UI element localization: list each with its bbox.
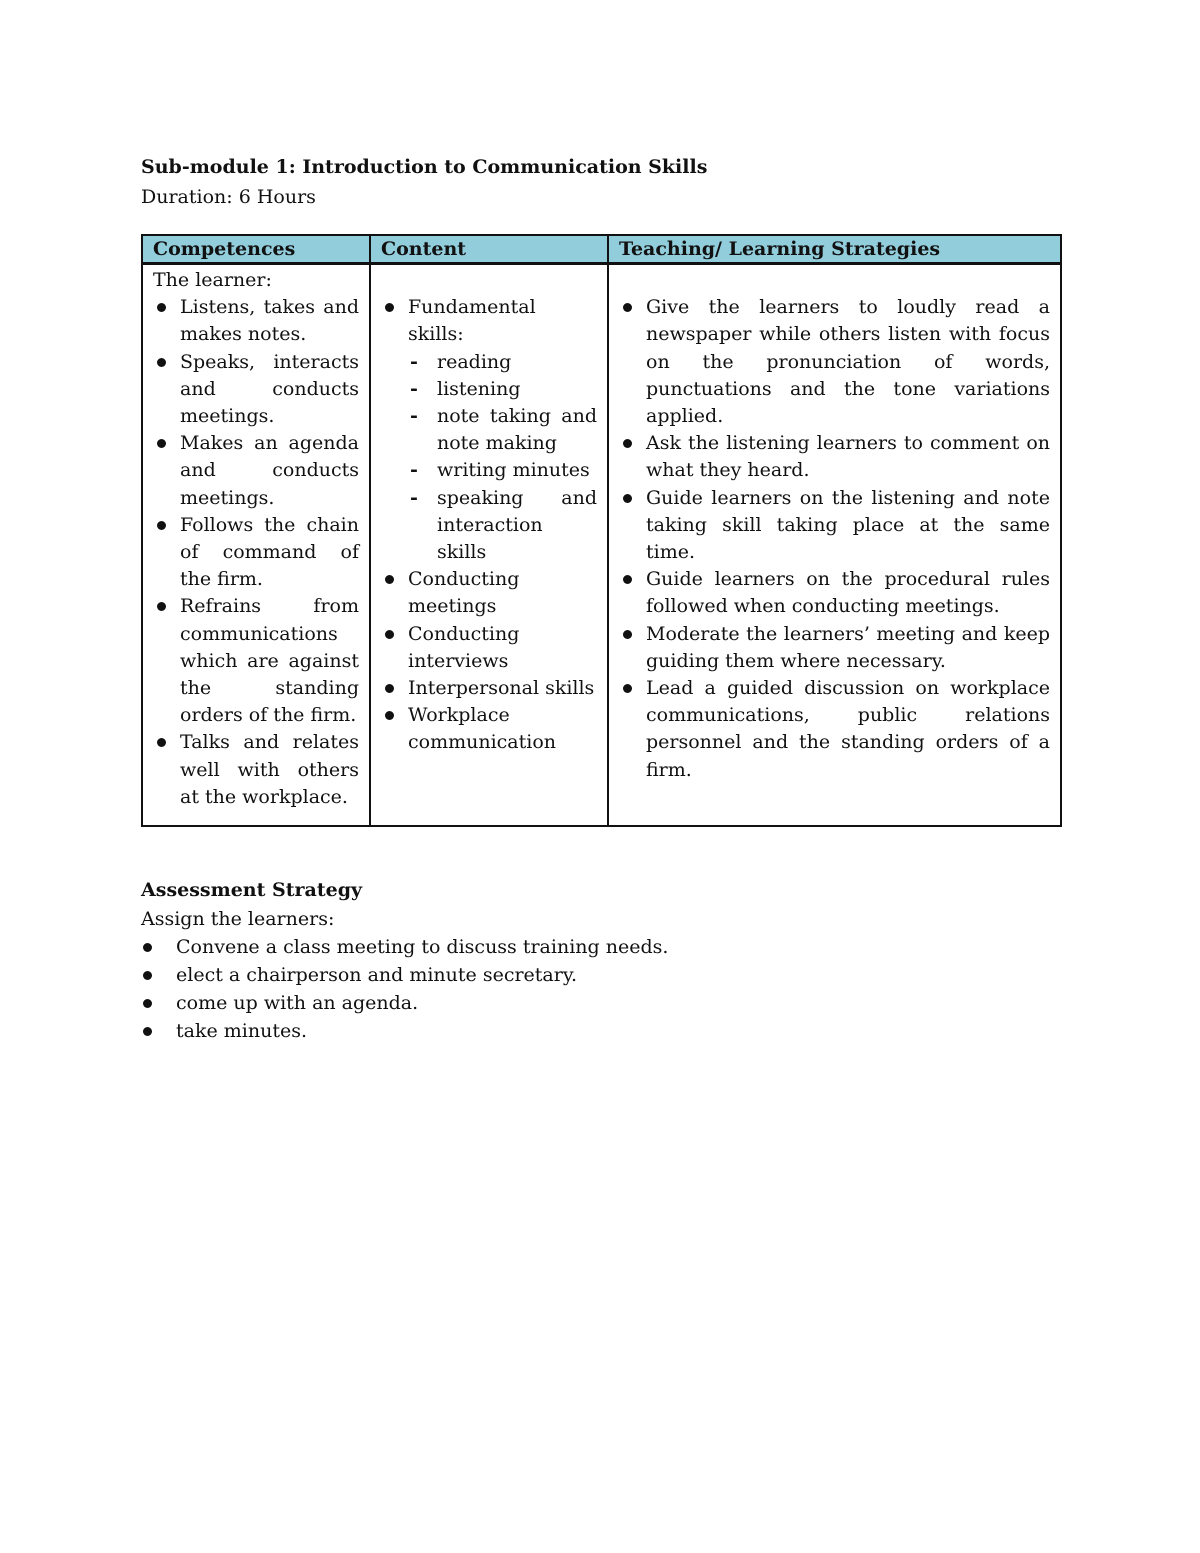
list-item: Follows the chain of command of the firm.: [153, 512, 359, 594]
strategies-cell: [608, 264, 1061, 827]
header-competences: Competences: [142, 235, 370, 264]
list-item: Talks and relates well with others at the workplace.: [153, 729, 359, 811]
fundamental-skills-sublist: [408, 349, 597, 567]
table-row: [142, 264, 1061, 827]
fundamental-skills-label: Fundamental skills:: [408, 296, 536, 346]
header-strategies: Teaching/ Learning Strategies: [608, 235, 1061, 264]
list-item: Give the learners to loudly read a newspaper while others listen with focus on the pronunciation of words, punctuations and the tone variations applied.: [619, 294, 1050, 430]
list-item: Speaks, interacts and conducts meetings.: [153, 349, 359, 431]
competences-list: [153, 294, 359, 811]
sub-list-item: - writing minutes: [408, 457, 597, 484]
competences-intro: The learner:: [153, 269, 272, 291]
list-item: Workplace communication: [381, 702, 597, 756]
content-list: [381, 294, 597, 756]
duration-text: Duration: 6 Hours: [141, 186, 316, 208]
list-item: Refrains from communications which are against the standing orders of the firm.: [153, 593, 359, 729]
assessment-intro: Assign the learners:: [141, 908, 335, 931]
sub-list-item: - speaking and interaction skills: [408, 485, 597, 567]
header-content: Content: [370, 235, 608, 264]
assessment-heading: Assessment Strategy: [141, 879, 363, 902]
list-item: Ask the listening learners to comment on what they heard.: [619, 430, 1050, 484]
submodule-heading: Sub-module 1: Introduction to Communication Skills: [141, 156, 708, 178]
list-item: elect a chairperson and minute secretary.: [141, 961, 1061, 989]
list-item: come up with an agenda.: [141, 989, 1061, 1017]
list-item: Convene a class meeting to discuss training needs.: [141, 933, 1061, 961]
sub-list-item: - note taking and note making: [408, 403, 597, 457]
competences-cell: [142, 264, 370, 827]
assessment-list: [141, 933, 1061, 1045]
submodule-table: [141, 234, 1062, 827]
list-item: Conducting meetings: [381, 566, 597, 620]
content-cell: [370, 264, 608, 827]
list-item: Moderate the learners’ meeting and keep guiding them where necessary.: [619, 621, 1050, 675]
sub-list-item: - listening: [408, 376, 597, 403]
list-item: Interpersonal skills: [381, 675, 597, 702]
list-item: [381, 294, 597, 566]
list-item: Listens, takes and makes notes.: [153, 294, 359, 348]
list-item: Lead a guided discussion on workplace communications, public relations personnel and the standing orders of a firm.: [619, 675, 1050, 784]
list-item: Guide learners on the procedural rules followed when conducting meetings.: [619, 566, 1050, 620]
document-page: [141, 152, 1061, 1045]
strategies-list: [619, 294, 1050, 784]
list-item: take minutes.: [141, 1017, 1061, 1045]
sub-list-item: - reading: [408, 349, 597, 376]
list-item: Guide learners on the listening and note taking skill taking place at the same time.: [619, 485, 1050, 567]
list-item: Makes an agenda and conducts meetings.: [153, 430, 359, 512]
table-header-row: [142, 235, 1061, 264]
list-item: Conducting interviews: [381, 621, 597, 675]
assessment-section: [141, 875, 1061, 1045]
